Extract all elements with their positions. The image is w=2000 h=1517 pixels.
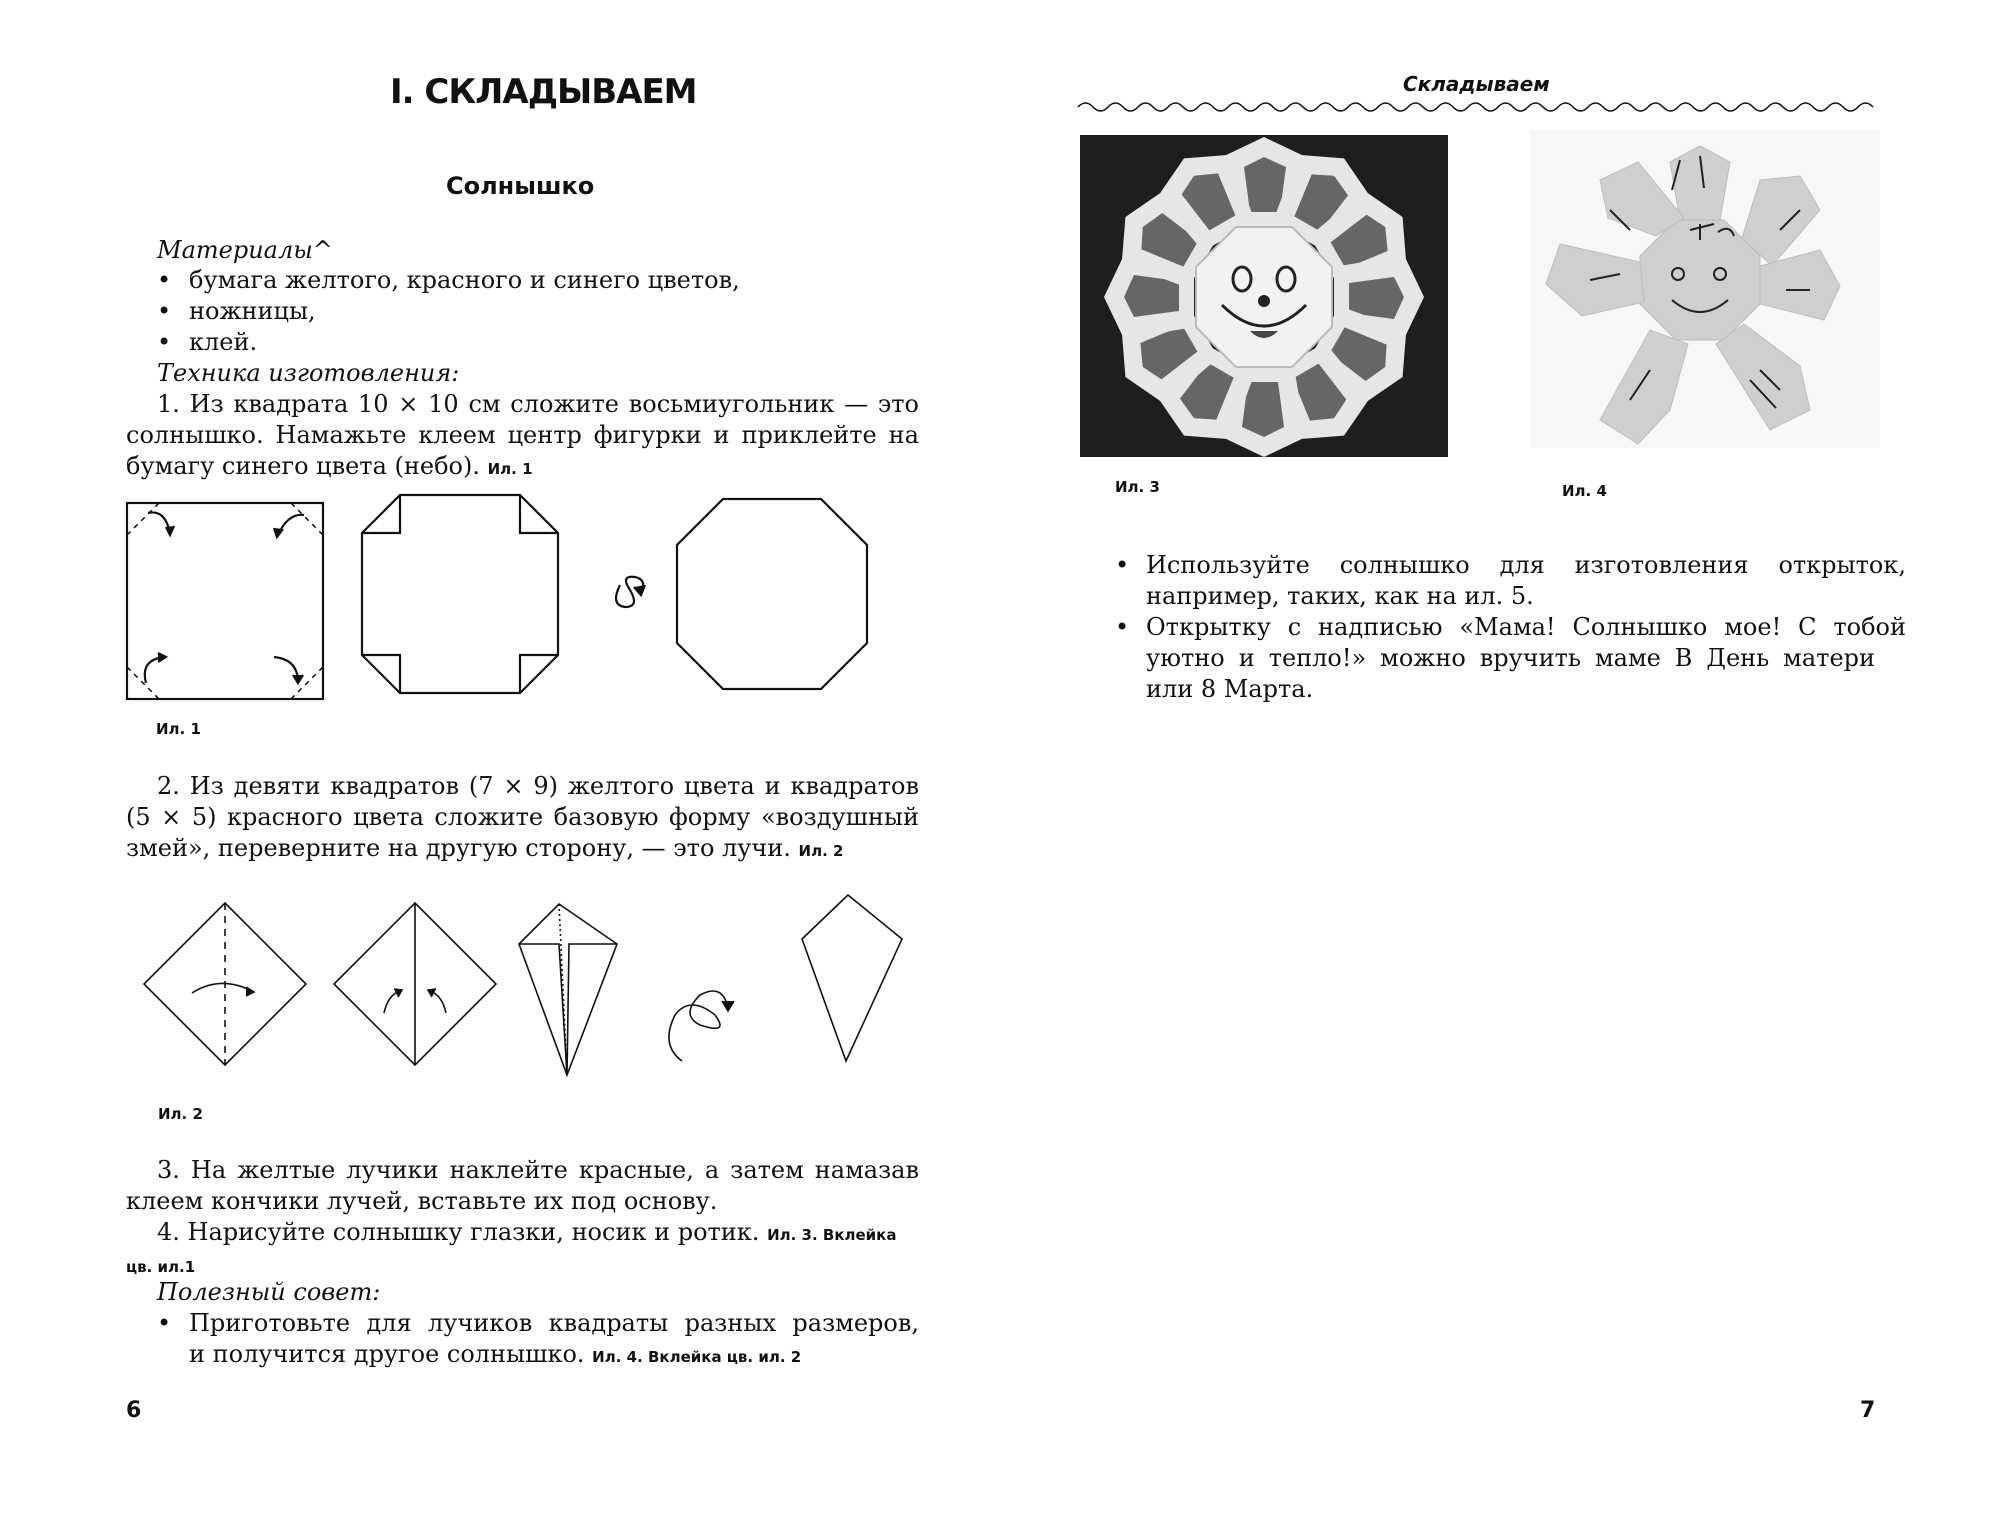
figure-ref: Ил. 3. Вклейка xyxy=(767,1226,897,1244)
tip-heading: Полезный совет: xyxy=(157,1278,381,1306)
page-number: 6 xyxy=(126,1398,142,1423)
step1-line: солнышко. Намажьте клеем центр фигурки и приклейте на xyxy=(126,421,919,449)
materials-heading: Материалы^ xyxy=(157,236,333,264)
step4-line: 4. Нарисуйте солнышку глазки, носик и ротик. Ил. 3. Вклейка xyxy=(157,1218,897,1246)
chapter-title: I. СКЛАДЫВАЕМ xyxy=(390,72,697,112)
tip-line: и получится другое солнышко. Ил. 4. Вклейка цв. ил. 2 xyxy=(189,1340,802,1368)
wavy-rule xyxy=(1078,98,1878,116)
materials-item: • ножницы, xyxy=(157,297,316,325)
sun-photo-3 xyxy=(1080,135,1448,457)
section-title: Солнышко xyxy=(446,172,595,200)
step3-line: клеем кончики лучей, вставьте их под основу. xyxy=(126,1187,718,1215)
bullet-line: • Используйте солнышко для изготовления открыток, xyxy=(1115,551,1906,579)
technique-heading: Техника изготовления: xyxy=(157,359,460,387)
figure-2-caption: Ил. 2 xyxy=(158,1105,203,1123)
bullet-line: • Открытку с надписью «Мама! Солнышко мое! С тобой xyxy=(1115,613,1906,641)
step2-line: (5 × 5) красного цвета сложите базовую форму «воздушный xyxy=(126,803,919,831)
bullet-line: или 8 Марта. xyxy=(1146,675,1314,703)
figure-2-kite-fold-diagram xyxy=(130,895,920,1080)
bullet-line: например, таких, как на ил. 5. xyxy=(1146,582,1534,610)
figure-4-caption: Ил. 4 xyxy=(1562,482,1607,500)
running-head: Складываем xyxy=(1403,72,1550,96)
figure-3-caption: Ил. 3 xyxy=(1115,478,1160,496)
page-number: 7 xyxy=(1860,1398,1876,1423)
step1-line: бумагу синего цвета (небо). Ил. 1 xyxy=(126,452,533,480)
step1-line: 1. Из квадрата 10 × 10 см сложите восьмиугольник — это xyxy=(157,390,919,418)
tip-line: • Приготовьте для лучиков квадраты разных размеров, xyxy=(157,1309,919,1337)
step2-line: 2. Из девяти квадратов (7 × 9) желтого цвета и квадратов xyxy=(157,772,919,800)
sun-photo-4 xyxy=(1530,130,1880,448)
figure-1-folding-diagram xyxy=(120,495,920,710)
step3-line: 3. На желтые лучики наклейте красные, а затем намазав xyxy=(157,1156,919,1184)
figure-ref: Ил. 2 xyxy=(798,842,844,860)
figure-ref: цв. ил.1 xyxy=(126,1258,196,1276)
figure-ref: Ил. 4. Вклейка цв. ил. 2 xyxy=(592,1348,802,1366)
right-page xyxy=(1000,0,2000,1517)
step2-line: змей», переверните на другую сторону, — это лучи. Ил. 2 xyxy=(126,834,844,862)
bullet-line: уютно и тепло!» можно вручить маме В День матери xyxy=(1146,644,1875,672)
materials-item: • бумага желтого, красного и синего цветов, xyxy=(157,266,740,294)
figure-ref: Ил. 1 xyxy=(487,460,533,478)
materials-item: • клей. xyxy=(157,328,258,356)
figure-1-caption: Ил. 1 xyxy=(156,720,201,738)
